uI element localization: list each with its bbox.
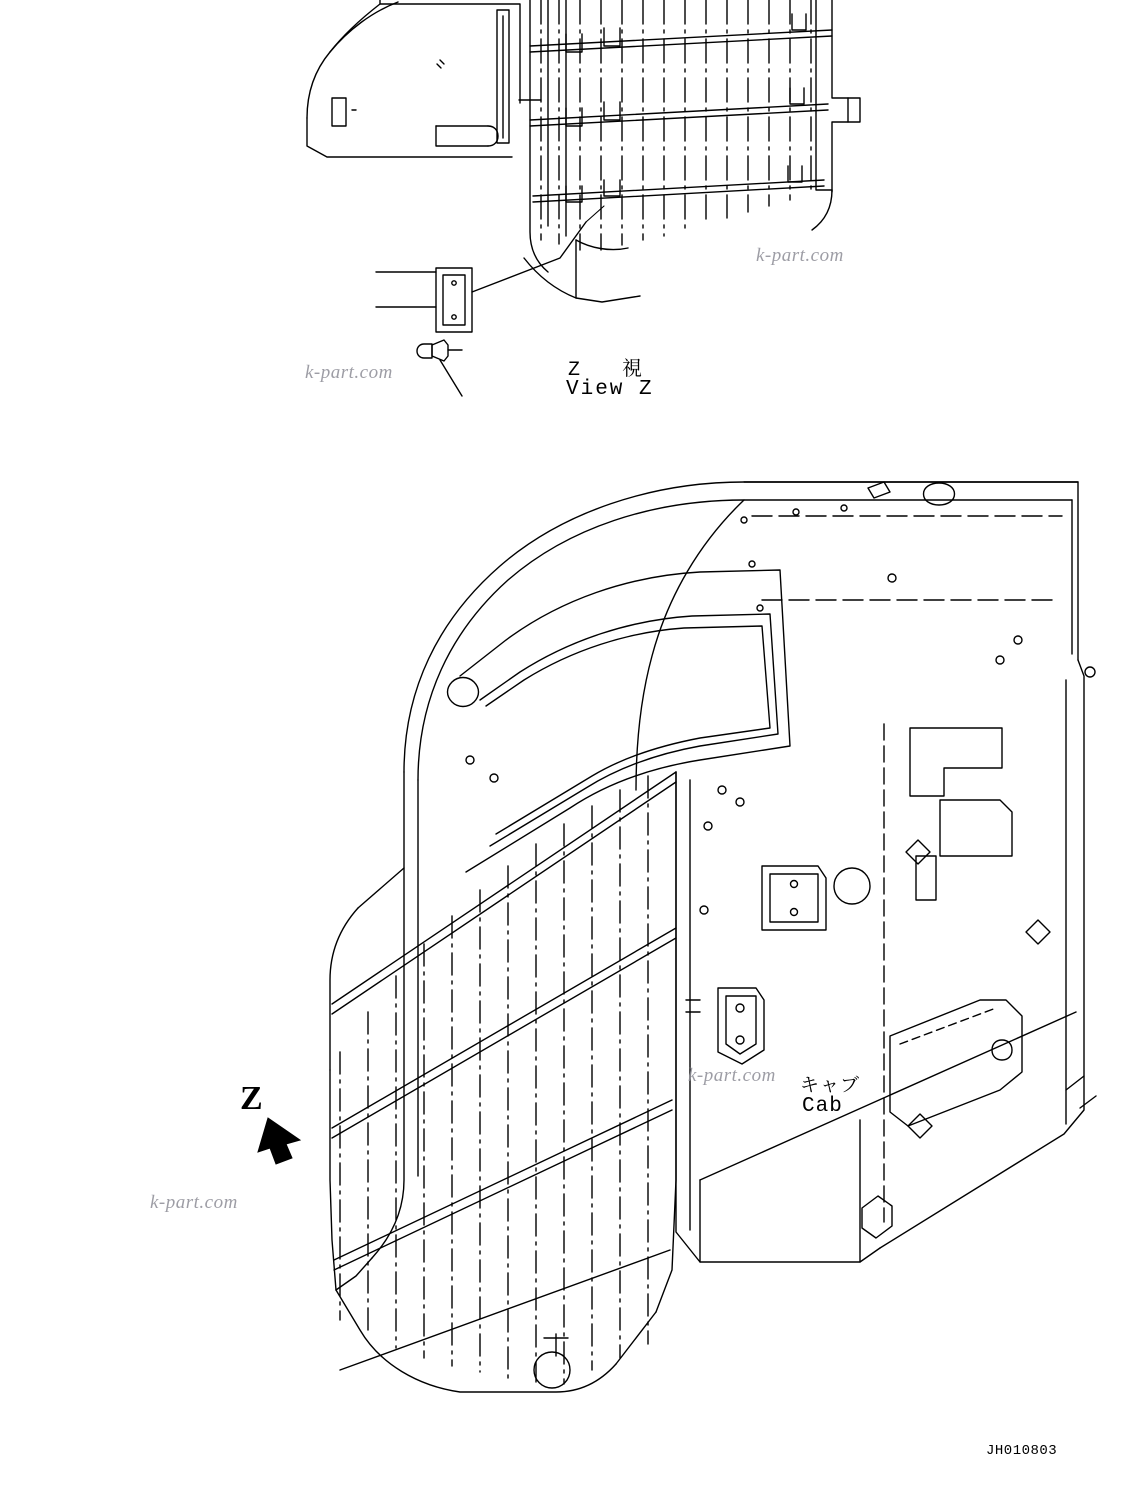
drawing-number: JH010803 xyxy=(986,1443,1058,1459)
cab-label-en: Cab xyxy=(802,1095,843,1118)
view-z-label-jp: Z 視 xyxy=(568,359,649,382)
watermark: k-part.com xyxy=(305,362,393,383)
view-z-detail xyxy=(307,0,860,396)
cab-label-jp: キャブ xyxy=(800,1075,861,1097)
watermark: k-part.com xyxy=(150,1192,238,1213)
view-direction-arrow-icon xyxy=(258,1118,300,1164)
view-z-label-en: View Z xyxy=(566,378,654,401)
watermark: k-part.com xyxy=(688,1065,776,1086)
watermark: k-part.com xyxy=(756,245,844,266)
cab-assembly xyxy=(330,482,1096,1392)
view-z-marker-label: Z xyxy=(240,1080,263,1117)
